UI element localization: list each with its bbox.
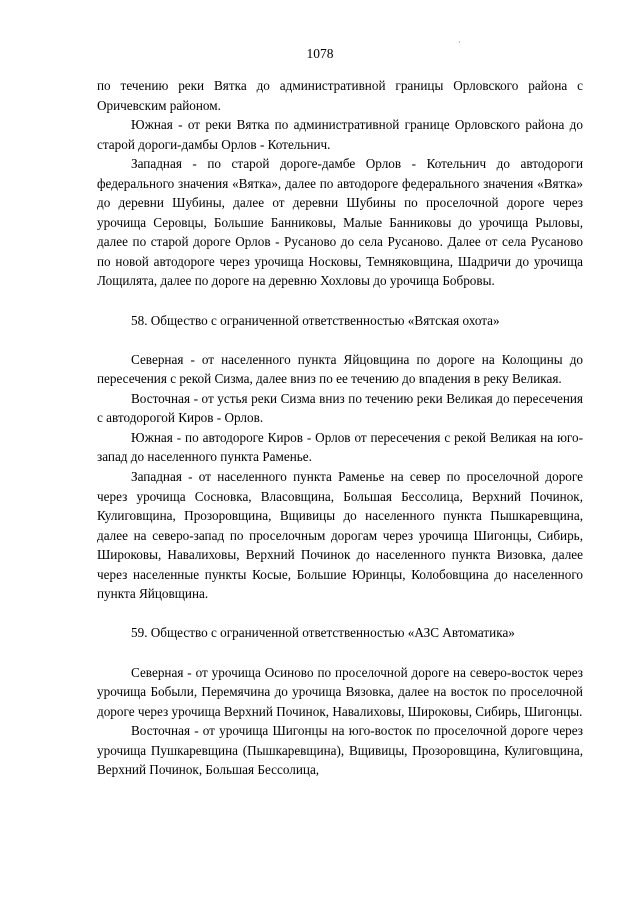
paragraph: Восточная - от урочища Шигонцы на юго-восток по проселочной дороге через урочища Пушкаревщина (Пышкаревщина), Вщивицы, Прозоровщина, Кулиговщина, Верхний Починок, Большая Бессолица, <box>97 723 583 778</box>
paragraph: Восточная - от устья реки Сизма вниз по течению реки Великая до пересечения с автодорогой Киров - Орлов. <box>97 390 583 426</box>
paragraph: Южная - по автодороге Киров - Орлов от пересечения с рекой Великая на юго-запад до населенного пункта Раменье. <box>97 429 583 465</box>
paragraph: Южная - от реки Вятка по административной границе Орловского района до старой дороги-дамбы Орлов - Котельнич. <box>97 117 583 152</box>
paragraph: Северная - от населенного пункта Яйцовщина по дороге на Колощины до пересечения с рекой Сизма, далее вниз по ее течению до впадения в реку Великая. <box>97 351 583 387</box>
page-number: 1078 <box>306 46 334 61</box>
scan-speck: · <box>458 38 461 47</box>
paragraph: по течению реки Вятка до административной границы Орловского района с Оричевским районом. <box>97 78 583 113</box>
paragraph: Западная - по старой дороге-дамбе Орлов - Котельнич до автодороги федерального значения «Вятка», далее по автодороге федерального значения «Вятка» до деревни Шубины, далее от деревни Шубины по проселочной дороге через урочища Серовцы, Большие Банниковы, Малые Банниковы до урочища Рыловы, далее по старой дороге Орлов - Русаново до села Русаново. Далее от села Русаново по новой автодороге через урочища Носковы, Темняковщина, Шадричи до урочища Лощилята, далее по дороге на деревню Хохловы до урочища Бобровы. <box>97 156 583 289</box>
paragraph: Западная - от населенного пункта Раменье на север по проселочной дороге через урочища Сосновка, Власовщина, Большая Бессолица, Верхний Починок, Кулиговщина, Прозоровщина, Вщивицы до населенного пункта Пышкаревщина, далее на северо-запад по проселочным дорогам через урочища Шигонцы, Сибирь, Широковы, Навалиховы, Верхний Починок до населенного пункта Визовка, далее через населенные пункты Косые, Большие Юринцы, Колобовщина до населенного пункта Яйцовщина. <box>97 469 583 602</box>
section-heading: 59. Общество с ограниченной ответственностью «АЗС Автоматика» <box>131 625 515 641</box>
body-text <box>97 76 583 780</box>
paragraph: Северная - от урочища Осиново по проселочной дороге на северо-восток через урочища Бобыли, Перемячина до урочища Вязовка, далее на восток по проселочной дороге через урочища Верхний Починок, Навалиховы, Широковы, Сибирь, Шигонцы. <box>97 664 583 719</box>
section-heading: 58. Общество с ограниченной ответственностью «Вятская охота» <box>131 312 500 328</box>
